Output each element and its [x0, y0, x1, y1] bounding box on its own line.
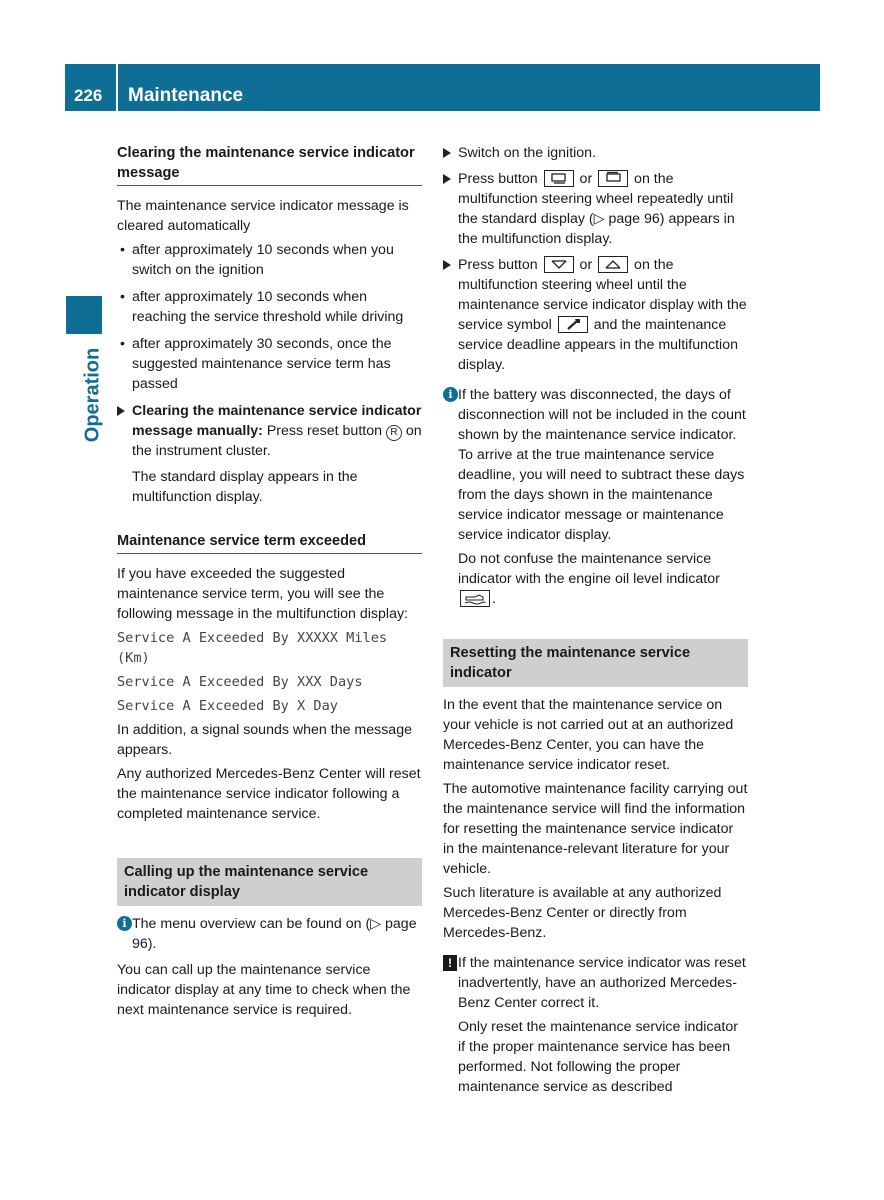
clearing-intro: The maintenance service indicator message is cleared automatically [117, 198, 409, 234]
manual-result: The standard display appears in the multifunction display. [132, 469, 358, 505]
warning-text: Only reset the maintenance service indicator if the proper maintenance service has been performed. Not following the proper maintenance service as described [458, 1019, 738, 1095]
step-text: Press button [458, 171, 542, 187]
header-divider [116, 64, 118, 111]
step-bold-label: Clearing the maintenance service indicator message manually: [132, 403, 422, 439]
step-text: on the multifunction steering wheel repeatedly until the standard display (▷ page 96) appears in the multifunction display. [458, 171, 735, 247]
step-arrow-icon [443, 174, 451, 184]
wrench-icon [558, 316, 588, 333]
step-text: Press reset button [262, 423, 386, 439]
section-heading-clearing: Clearing the maintenance service indicator message [117, 143, 422, 186]
step-arrow-icon [117, 406, 125, 416]
info-note-battery [443, 385, 748, 609]
step-text: or [575, 257, 597, 273]
info-note-text: The menu overview can be found on (▷ page 96). [132, 916, 417, 952]
oil-level-icon [460, 590, 490, 607]
section-heading-resetting: Resetting the maintenance service indicator [443, 639, 748, 687]
info-text-oil: Do not confuse the maintenance service indicator with the engine oil level indicator [458, 551, 720, 587]
display-message: Service A Exceeded By X Day [117, 698, 338, 714]
left-column [117, 143, 422, 1024]
step-display-buttons [443, 169, 748, 249]
section-heading-exceeded: Maintenance service term exceeded [117, 531, 422, 554]
info-icon: i [443, 387, 458, 402]
step-arrow-buttons [443, 255, 748, 375]
resetting-p2: The automotive maintenance facility carrying out the maintenance service will find the information for resetting the maintenance service indicator in the maintenance-relevant literature for your vehicle. [443, 781, 748, 877]
display-back-button-icon [544, 170, 574, 187]
step-ignition [443, 143, 748, 163]
warning-note [443, 953, 748, 1097]
info-icon: i [117, 916, 132, 931]
up-button-icon [598, 256, 628, 273]
down-button-icon [544, 256, 574, 273]
display-message: Service A Exceeded By XXXXX Miles (Km) [117, 630, 388, 666]
step-text: or [575, 171, 597, 187]
info-text [458, 549, 748, 609]
step-text: on the instrument cluster. [132, 423, 422, 459]
side-tab-marker [66, 296, 102, 334]
display-forward-button-icon [598, 170, 628, 187]
warning-text: If the maintenance service indicator was reset inadvertently, have an authorized Mercedes-Benz Center correct it. [458, 955, 746, 1011]
calling-p1: You can call up the maintenance service indicator display at any time to check when the next maintenance service is required. [117, 962, 411, 1018]
info-note [117, 914, 422, 954]
step-arrow-icon [443, 148, 451, 158]
list-item: • after approximately 10 seconds when you switch on the ignition [117, 240, 422, 280]
display-message: Service A Exceeded By XXX Days [117, 674, 363, 690]
step-text: and the maintenance service deadline appears in the multifunction display. [458, 317, 738, 373]
step-text: Switch on the ignition. [458, 145, 597, 161]
step-text: Press button [458, 257, 542, 273]
step-text: on the multifunction steering wheel until the maintenance service indicator display with the service symbol [458, 257, 747, 333]
info-text: If the battery was disconnected, the days of disconnection will not be included in the count shown by the maintenance service indicator. To arrive at the true maintenance service deadline, you will need to subtract these days from the days shown in the maintenance service indicator message or maintenance service indicator display. [458, 387, 746, 543]
right-column [443, 143, 748, 1101]
page-title: Maintenance [128, 85, 244, 106]
side-tab-label: Operation [81, 347, 104, 443]
info-text-end: . [492, 591, 496, 607]
step-manual-clear [117, 401, 422, 461]
page-number: 226 [74, 86, 103, 105]
exceeded-p1: If you have exceeded the suggested maintenance service term, you will see the following message in the multifunction display: [117, 566, 408, 622]
reset-button-icon: R [386, 425, 402, 441]
exceeded-p2: In addition, a signal sounds when the message appears. [117, 722, 412, 758]
list-item: • after approximately 10 seconds when reaching the service threshold while driving [117, 287, 422, 327]
warning-icon: ! [443, 955, 457, 971]
step-arrow-icon [443, 260, 451, 270]
section-heading-calling: Calling up the maintenance service indicator display [117, 858, 422, 906]
exceeded-p3: Any authorized Mercedes-Benz Center will reset the maintenance service indicator following a completed maintenance service. [117, 766, 421, 822]
resetting-p3: Such literature is available at any authorized Mercedes-Benz Center or directly from Mercedes-Benz. [443, 885, 722, 941]
resetting-p1: In the event that the maintenance service on your vehicle is not carried out at an authorized Mercedes-Benz Center, you can have the maintenance service indicator reset. [443, 697, 734, 773]
list-item: • after approximately 30 seconds, once the suggested maintenance service term has passed [117, 334, 422, 394]
